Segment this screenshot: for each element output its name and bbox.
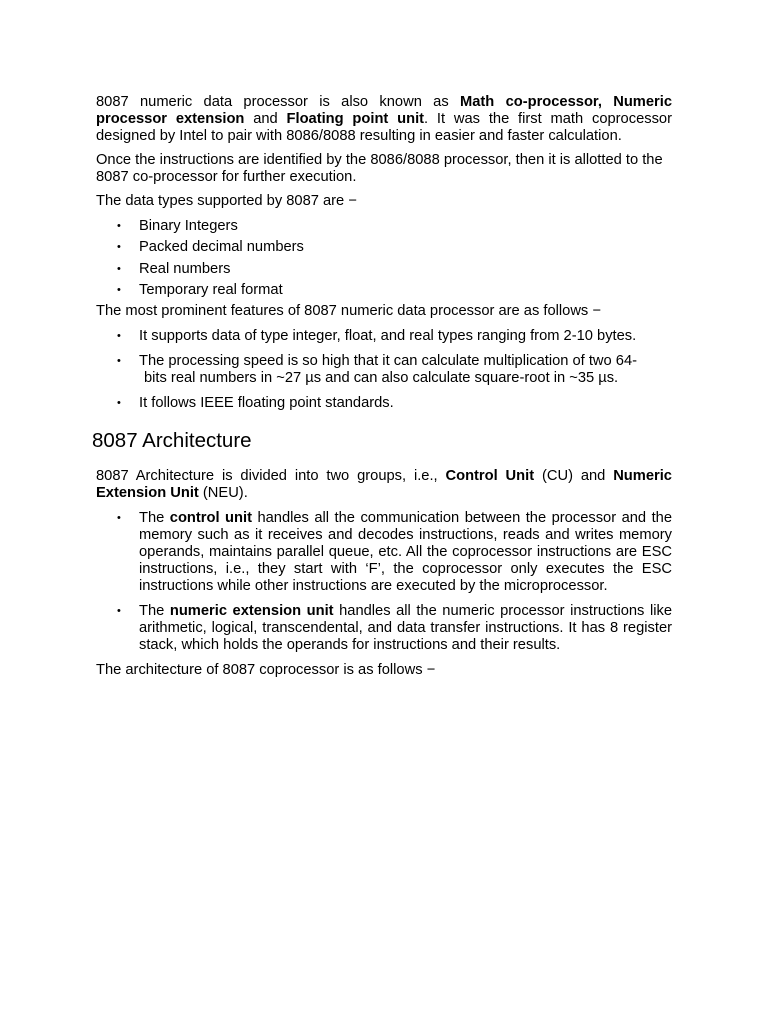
bullet-icon: •: [117, 241, 121, 254]
bullet-icon: •: [117, 283, 121, 296]
intro-bold-2: Floating point unit: [286, 111, 425, 127]
cu-bold: control unit: [169, 510, 252, 527]
feature-text-3: It follows IEEE floating point standards.: [139, 395, 394, 412]
intro-text-3: . It was the first math coprocessor designed by Intel to pair with 8086/8088 resulting in easier and faster calculation.: [96, 111, 672, 144]
data-types-intro: The data types supported by 8087 are −: [96, 193, 357, 209]
architecture-intro: [96, 468, 672, 502]
arch-intro-text-1: 8087 Architecture is divided into two groups, i.e.,: [96, 468, 446, 485]
bullet-icon: •: [117, 220, 121, 232]
arch-intro-text-2: (CU) and: [534, 468, 614, 485]
cu-text-1: The: [139, 510, 170, 527]
intro-bold-1: Math co-processor, Numeric processor extension: [96, 94, 672, 127]
features-intro: The most prominent features of 8087 numeric data processor are as follows −: [96, 303, 601, 320]
bullet-icon: •: [117, 330, 121, 343]
list-item-text: Real numbers: [139, 260, 231, 277]
intro-text-1: 8087 numeric data processor is also known as: [96, 94, 460, 110]
arch-intro-bold-2: Numeric Extension Unit: [96, 468, 672, 502]
architecture-list: [117, 510, 672, 654]
list-item: [117, 510, 672, 595]
bullet-icon: •: [117, 512, 121, 525]
bullet-icon: •: [117, 397, 121, 410]
feature-text-2a: The processing speed is so high that it can calculate multiplication of two 64-: [139, 353, 638, 370]
feature-text-1: It supports data of type integer, float, and real types ranging from 2-10 bytes.: [139, 328, 637, 345]
bullet-icon: •: [117, 355, 121, 368]
data-types-list: [117, 218, 672, 299]
list-item-text: Packed decimal numbers: [139, 239, 304, 256]
bullet-icon: •: [117, 262, 121, 275]
cu-text-2: handles all the communication between the processor and the memory such as it receives and decodes instructions, reads and writes memory operands, maintains parallel queue, etc. All the coprocessor instructions are ESC instructions, i.e., they start with ‘F’, the coprocessor only executes the ESC instructions while other instructions are executed by the microprocessor.: [139, 510, 672, 595]
intro-text-2: and: [244, 111, 287, 127]
intro-paragraph: [96, 94, 672, 145]
arch-intro-bold-1: Control Unit: [445, 468, 535, 485]
list-item: [117, 239, 672, 256]
neu-text-2: handles all the numeric processor instructions like arithmetic, logical, transcendental, and data transfer instructions. It has 8 register stack, which holds the operands for instructions and their results.: [139, 603, 672, 654]
allot-paragraph: Once the instructions are identified by the 8086/8088 processor, then it is allotted to the 8087 co-processor for further execution.: [96, 152, 663, 185]
architecture-heading: 8087 Architecture: [92, 429, 252, 453]
list-item: [117, 281, 672, 299]
list-item-text: Binary Integers: [139, 218, 238, 234]
document-page: [92, 94, 672, 679]
list-item: [117, 395, 672, 412]
neu-bold: numeric extension unit: [169, 603, 334, 620]
list-item: [117, 260, 672, 278]
list-item-text: Temporary real format: [139, 281, 283, 298]
bullet-icon: •: [117, 605, 121, 618]
features-list: [117, 328, 672, 412]
list-item: [117, 603, 672, 654]
feature-text-2b: bits real numbers in ~27 µs and can also calculate square-root in ~35 µs.: [144, 370, 619, 387]
neu-text-1: The: [139, 603, 170, 620]
list-item: [117, 218, 672, 235]
list-item: [117, 353, 672, 387]
architecture-closing: The architecture of 8087 coprocessor is as follows −: [96, 662, 436, 679]
list-item: [117, 328, 672, 345]
arch-intro-text-3: (NEU).: [198, 485, 248, 502]
